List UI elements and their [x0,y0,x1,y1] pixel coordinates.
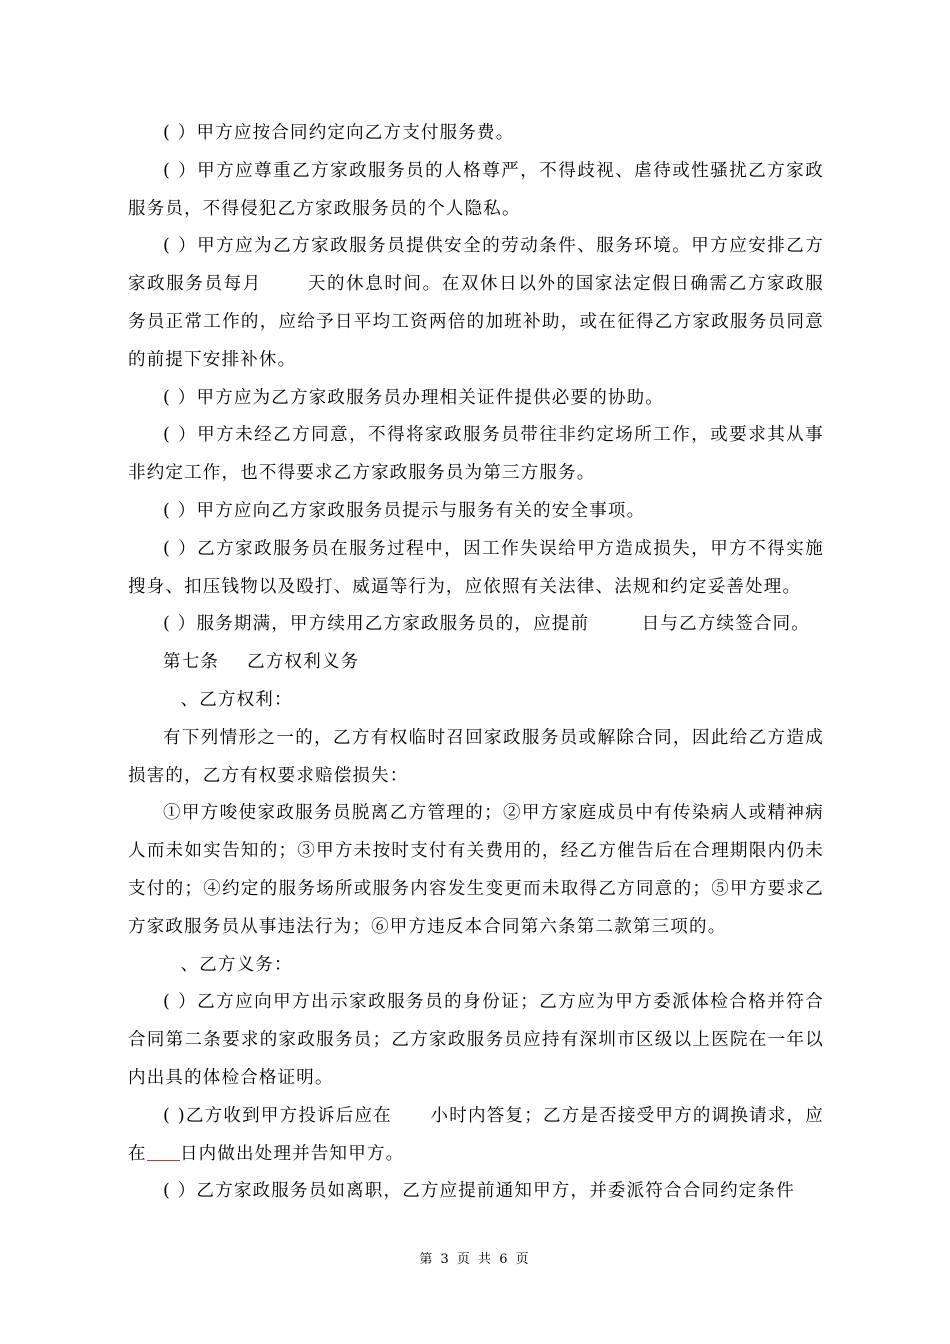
clause-working-conditions [128,228,824,379]
subsection-heading-obligations: 、乙方义务： [180,954,293,975]
subsection-heading-rights: 、乙方权利： [180,689,293,710]
clause-resignation: ( ）乙方家政服务员如离职，乙方应提前通知甲方，并委派符合合同约定条件 [163,1181,795,1202]
document-body [128,115,824,1211]
clause-circumstances-list: ①甲方唆使家政服务员脱离乙方管理的；②甲方家庭成员中有传染病人或精神病人而未如实告知的；③甲方未按时支付有关费用的，经乙方催告后在合理期限内仍未支付的；④约定的服务场所或服务内容发生变更而未取得乙方同意的；⑤甲方要求乙方家政服务员从事违法行为；⑥甲方违反本合同第六条第二款第三项的。 [128,803,824,937]
clause-text: 日内做出处理并告知甲方。 [179,1143,405,1164]
clause-text: ( ）服务期满，甲方续用乙方家政服务员的，应提前 [163,614,590,635]
clause-respect-dignity: ( ）甲方应尊重乙方家政服务员的人格尊严，不得歧视、虐待或性骚扰乙方家政服务员，不得侵犯乙方家政服务员的个人隐私。 [128,160,824,219]
page-footer: 第 3 页 共 6 页 [419,1252,531,1267]
clause-pay-fee: ( ）甲方应按合同约定向乙方支付服务费。 [163,123,515,143]
clause-complaint-response [128,1098,824,1174]
clause-renewal [128,606,824,644]
clause-text: 日与乙方续签合同。 [641,614,811,635]
clause-id-health: ( ）乙方应向甲方出示家政服务员的身份证；乙方应为甲方委派体检合格并符合合同第二条要求的家政服务员；乙方家政服务员应持有深圳市区级以上医院在一年以内出具的体检合格证明。 [128,992,824,1088]
clause-safety-notice: ( ）甲方应向乙方家政服务员提示与服务有关的安全事项。 [163,500,646,521]
clause-recall-rights: 有下列情形之一的，乙方有权临时召回家政服务员或解除合同，因此给乙方造成损害的，乙方有权要求赔偿损失： [128,727,824,786]
article-title: 乙方权利义务 [247,652,360,673]
clause-no-unagreed-work: ( ）甲方未经乙方同意，不得将家政服务员带往非约定场所工作，或要求其从事非约定工作，也不得要求乙方家政服务员为第三方服务。 [128,425,824,484]
clause-text: ( ）甲方应为乙方家政服务员提供安全的劳动条件、服务环境。甲方应安排乙方家政服务员每月 [128,236,824,295]
clause-text: 天的休息时间。在双休日以外的国家法定假日确需乙方家政服务员正常工作的，应给予日平均工资两倍的加班补助，或在征得乙方家政服务员同意的前提下安排补休。 [128,274,824,370]
article-heading [128,644,824,682]
clause-text: 小时内答复；乙方是否接受甲方的调换请求，应在 [128,1105,824,1164]
clause-certificates: ( ）甲方应为乙方家政服务员办理相关证件提供必要的协助。 [163,387,664,408]
underlined-blank-field [147,1143,180,1162]
clause-text: ( )乙方收到甲方投诉后应在 [163,1105,393,1126]
article-number: 第七条 [163,652,220,673]
clause-loss-handling: ( ）乙方家政服务员在服务过程中，因工作失误给甲方造成损失，甲方不得实施搜身、扣压钱物以及殴打、威逼等行为，应依照有关法律、法规和约定妥善处理。 [128,538,824,597]
